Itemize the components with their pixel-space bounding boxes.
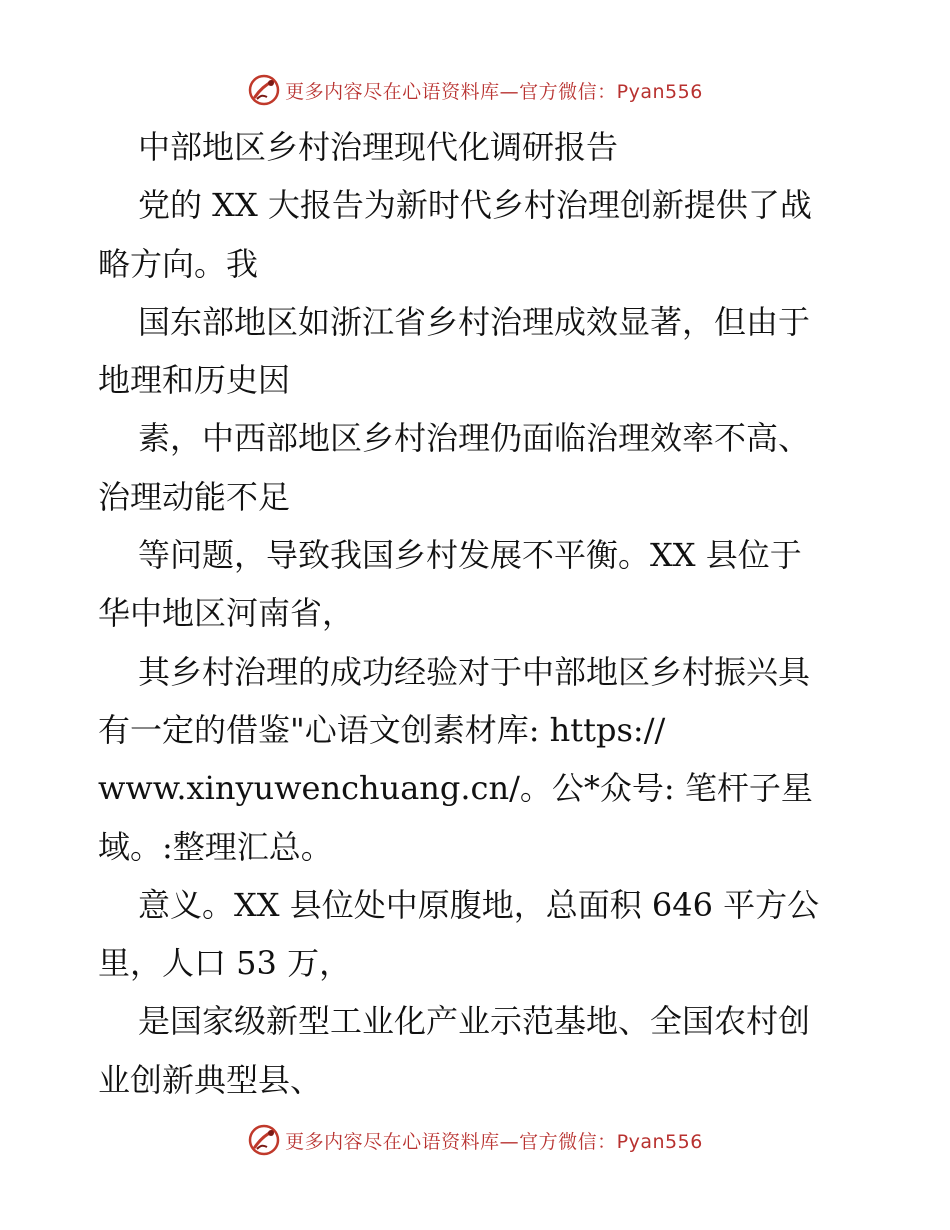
text-line: www.xinyuwenchuang.cn/。公*众号: 笔杆子星 (98, 769, 813, 808)
brush-logo-icon (247, 1123, 281, 1157)
text-line: 是国家级新型工业化产业示范基地、全国农村创 (138, 1002, 811, 1041)
brush-logo-icon (247, 73, 281, 107)
text-line: 中部地区乡村治理现代化调研报告 (138, 128, 619, 166)
header-banner-text: 更多内容尽在心语资料库—官方微信：Pyan556 (285, 80, 703, 103)
text-line: 略方向。我 (98, 244, 259, 283)
text-line: 有一定的借鉴"心语文创素材库: https:// (98, 710, 666, 749)
header-banner (0, 70, 950, 110)
text-line: 地理和历史因 (98, 361, 291, 400)
document-body (98, 118, 858, 1109)
footer-banner (0, 1120, 950, 1160)
text-line: 其乡村治理的成功经验对于中部地区乡村振兴具 (138, 652, 811, 691)
text-line: 素，中西部地区乡村治理仍面临治理效率不高、 (138, 419, 811, 458)
text-line: 意义。XX 县位处中原腹地，总面积 646 平方公 (138, 885, 820, 924)
text-line: 国东部地区如浙江省乡村治理成效显著，但由于 (138, 302, 811, 341)
text-line: 华中地区河南省， (98, 594, 355, 633)
text-line: 业创新典型县、 (98, 1060, 323, 1099)
text-line: 域。:整理汇总。 (98, 827, 333, 866)
text-line: 治理动能不足 (98, 477, 291, 516)
footer-banner-text: 更多内容尽在心语资料库—官方微信：Pyan556 (285, 1130, 703, 1153)
text-line: 党的 XX 大报告为新时代乡村治理创新提供了战 (138, 186, 812, 225)
text-line: 里，人口 53 万， (98, 944, 352, 983)
text-line: 等问题，导致我国乡村发展不平衡。XX 县位于 (138, 536, 802, 575)
